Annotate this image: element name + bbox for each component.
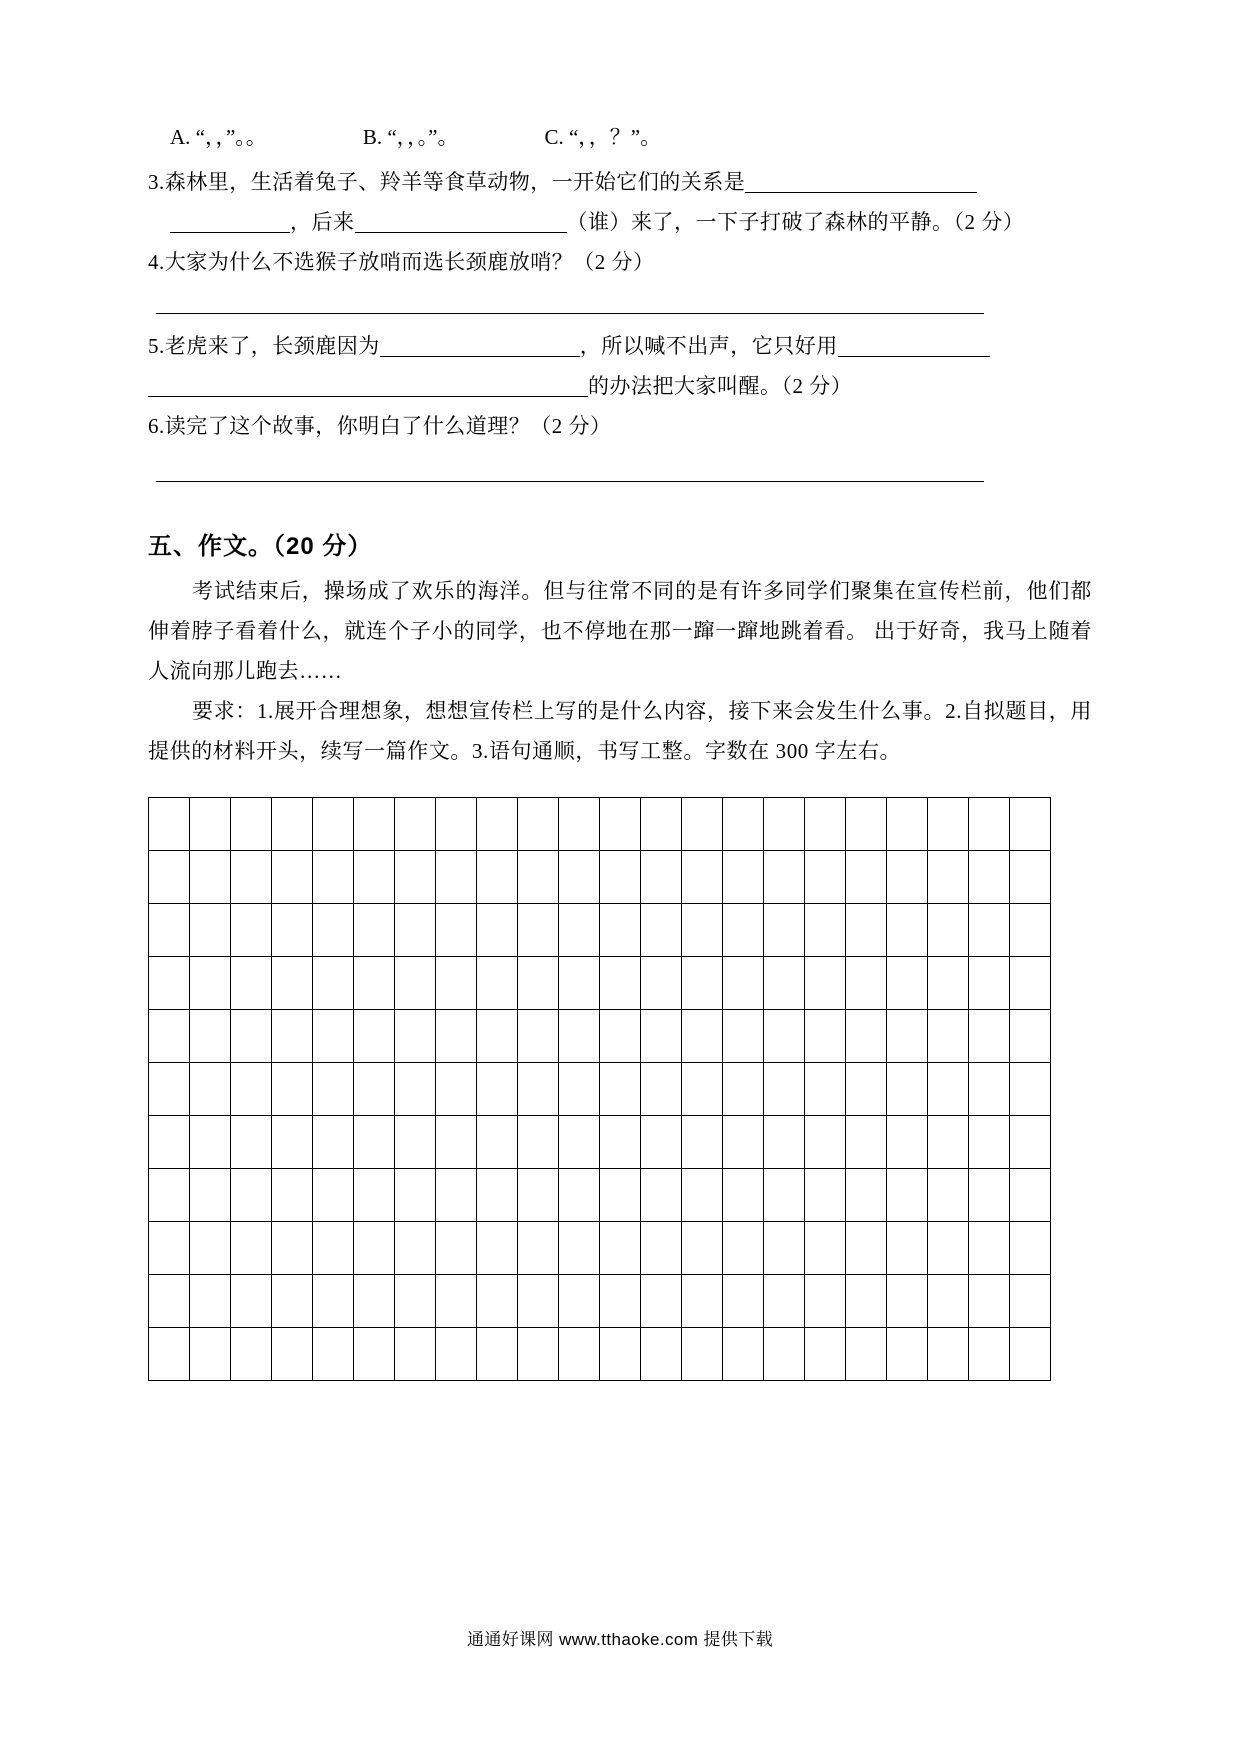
composition-grid-cell[interactable] (149, 1063, 190, 1116)
question-3 (148, 162, 1092, 242)
composition-grid-cell[interactable] (682, 1116, 723, 1169)
composition-grid-row (149, 957, 1051, 1010)
composition-grid-cell[interactable] (928, 1010, 969, 1063)
composition-grid-cell[interactable] (887, 798, 928, 851)
composition-grid-cell[interactable] (313, 1222, 354, 1275)
composition-grid-cell[interactable] (559, 1169, 600, 1222)
composition-grid-cell[interactable] (805, 1063, 846, 1116)
composition-grid-cell[interactable] (436, 1328, 477, 1381)
composition-grid-cell[interactable] (805, 1116, 846, 1169)
composition-grid-cell[interactable] (1010, 1063, 1051, 1116)
composition-grid-cell[interactable] (559, 1328, 600, 1381)
composition-grid-row (149, 1275, 1051, 1328)
composition-grid-cell[interactable] (969, 1116, 1010, 1169)
composition-grid-cell[interactable] (313, 1275, 354, 1328)
composition-grid-cell[interactable] (723, 1116, 764, 1169)
composition-grid-cell[interactable] (600, 957, 641, 1010)
composition-grid-cell[interactable] (1010, 904, 1051, 957)
composition-prompt-paragraph: 考试结束后，操场成了欢乐的海洋。但与往常不同的是有许多同学们聚集在宣传栏前，他们都伸着脖子看着什么，就连个子小的同学，也不停地在那一蹿一蹿地跳着看。 出于好奇，我马上随着人流向那儿跑去…… (148, 579, 1092, 683)
composition-grid-cell[interactable] (313, 851, 354, 904)
composition-grid-cell[interactable] (149, 1222, 190, 1275)
composition-grid-cell[interactable] (805, 1275, 846, 1328)
question-3-text-1: 3.森林里，生活着兔子、羚羊等食草动物，一开始它们的关系是 (148, 170, 746, 194)
composition-grid-cell[interactable] (436, 798, 477, 851)
composition-grid-cell[interactable] (272, 1010, 313, 1063)
composition-grid-cell[interactable] (764, 1275, 805, 1328)
composition-grid-table[interactable] (148, 797, 1051, 1381)
composition-grid-cell[interactable] (477, 1328, 518, 1381)
composition-grid-cell[interactable] (723, 1328, 764, 1381)
composition-grid-cell[interactable] (477, 1169, 518, 1222)
composition-grid-cell[interactable] (969, 1063, 1010, 1116)
composition-grid-cell[interactable] (477, 1275, 518, 1328)
composition-grid-cell[interactable] (928, 1222, 969, 1275)
answer-rule-line[interactable] (156, 480, 984, 482)
composition-grid-cell[interactable] (313, 1116, 354, 1169)
composition-grid[interactable] (148, 797, 1092, 1381)
composition-grid-cell[interactable] (723, 798, 764, 851)
composition-grid-cell[interactable] (231, 1328, 272, 1381)
composition-grid-cell[interactable] (682, 904, 723, 957)
composition-grid-cell[interactable] (928, 957, 969, 1010)
composition-grid-cell[interactable] (436, 1275, 477, 1328)
composition-grid-cell[interactable] (272, 1063, 313, 1116)
composition-grid-cell[interactable] (190, 904, 231, 957)
composition-grid-cell[interactable] (928, 851, 969, 904)
composition-grid-cell[interactable] (436, 1063, 477, 1116)
composition-grid-cell[interactable] (149, 904, 190, 957)
composition-grid-cell[interactable] (149, 1275, 190, 1328)
composition-grid-cell[interactable] (1010, 1275, 1051, 1328)
question-2-options (170, 120, 1092, 154)
composition-grid-cell[interactable] (518, 1222, 559, 1275)
composition-grid-cell[interactable] (969, 798, 1010, 851)
composition-grid-cell[interactable] (641, 798, 682, 851)
composition-grid-cell[interactable] (354, 798, 395, 851)
composition-grid-cell[interactable] (518, 1116, 559, 1169)
composition-grid-cell[interactable] (928, 1328, 969, 1381)
composition-grid-cell[interactable] (805, 798, 846, 851)
composition-grid-cell[interactable] (559, 957, 600, 1010)
composition-grid-cell[interactable] (395, 1275, 436, 1328)
composition-grid-cell[interactable] (477, 1222, 518, 1275)
composition-grid-cell[interactable] (436, 957, 477, 1010)
composition-grid-cell[interactable] (887, 851, 928, 904)
composition-grid-cell[interactable] (190, 851, 231, 904)
composition-grid-cell[interactable] (805, 1169, 846, 1222)
composition-grid-cell[interactable] (190, 798, 231, 851)
composition-grid-cell[interactable] (969, 1010, 1010, 1063)
composition-grid-cell[interactable] (395, 798, 436, 851)
composition-grid-cell[interactable] (190, 1169, 231, 1222)
composition-grid-cell[interactable] (846, 1063, 887, 1116)
composition-grid-row (149, 1222, 1051, 1275)
composition-grid-cell[interactable] (887, 1169, 928, 1222)
answer-blank[interactable] (148, 374, 588, 397)
composition-grid-cell[interactable] (641, 904, 682, 957)
composition-grid-cell[interactable] (354, 1328, 395, 1381)
question-3-text-2: ，后来 (290, 210, 355, 234)
composition-grid-cell[interactable] (354, 1116, 395, 1169)
composition-grid-cell[interactable] (559, 1275, 600, 1328)
composition-grid-cell[interactable] (969, 851, 1010, 904)
composition-grid-cell[interactable] (436, 851, 477, 904)
composition-grid-cell[interactable] (231, 1010, 272, 1063)
composition-grid-cell[interactable] (190, 957, 231, 1010)
question-3-text-3: （谁）来了，一下子打破了森林的平静。（2 分） (566, 210, 1025, 234)
composition-grid-cell[interactable] (600, 1275, 641, 1328)
composition-grid-cell[interactable] (190, 1328, 231, 1381)
composition-grid-cell[interactable] (149, 851, 190, 904)
composition-grid-row (149, 1063, 1051, 1116)
composition-grid-row (149, 851, 1051, 904)
composition-grid-cell[interactable] (354, 957, 395, 1010)
composition-grid-cell[interactable] (190, 1275, 231, 1328)
composition-grid-cell[interactable] (641, 1010, 682, 1063)
composition-grid-cell[interactable] (846, 957, 887, 1010)
composition-grid-cell[interactable] (190, 1116, 231, 1169)
question-3-line-1 (148, 162, 1092, 202)
composition-grid-cell[interactable] (764, 798, 805, 851)
composition-grid-cell[interactable] (477, 851, 518, 904)
composition-grid-cell[interactable] (764, 1116, 805, 1169)
composition-grid-cell[interactable] (354, 1169, 395, 1222)
section-heading-composition: 五、作文。（20 分） (148, 533, 373, 560)
composition-grid-cell[interactable] (723, 1222, 764, 1275)
composition-grid-cell[interactable] (682, 1275, 723, 1328)
composition-grid-cell[interactable] (928, 1169, 969, 1222)
composition-requirements-paragraph: 要求：1.展开合理想象，想想宣传栏上写的是什么内容，接下来会发生什么事。2.自拟题目，用提供的材料开头，续写一篇作文。3.语句通顺，书写工整。字数在 300 字左右。 (148, 699, 1092, 763)
composition-grid-cell[interactable] (231, 1063, 272, 1116)
composition-grid-cell[interactable] (969, 1222, 1010, 1275)
composition-grid-cell[interactable] (641, 1116, 682, 1169)
composition-grid-cell[interactable] (477, 957, 518, 1010)
answer-blank[interactable] (745, 170, 977, 193)
composition-grid-cell[interactable] (395, 904, 436, 957)
composition-grid-cell[interactable] (682, 798, 723, 851)
composition-grid-cell[interactable] (518, 798, 559, 851)
composition-grid-cell[interactable] (764, 1063, 805, 1116)
composition-grid-cell[interactable] (928, 904, 969, 957)
composition-grid-cell[interactable] (313, 798, 354, 851)
composition-grid-cell[interactable] (395, 851, 436, 904)
answer-blank[interactable] (838, 334, 990, 357)
composition-grid-cell[interactable] (518, 1169, 559, 1222)
question-5-text-1: 5.老虎来了，长颈鹿因为 (148, 334, 380, 358)
composition-grid-cell[interactable] (887, 904, 928, 957)
composition-grid-cell[interactable] (149, 957, 190, 1010)
composition-grid-cell[interactable] (600, 1222, 641, 1275)
composition-grid-cell[interactable] (641, 1222, 682, 1275)
composition-grid-cell[interactable] (272, 1222, 313, 1275)
composition-grid-cell[interactable] (1010, 798, 1051, 851)
composition-grid-cell[interactable] (272, 798, 313, 851)
composition-grid-row (149, 1169, 1051, 1222)
composition-grid-cell[interactable] (272, 904, 313, 957)
answer-blank[interactable] (170, 210, 290, 233)
composition-grid-cell[interactable] (436, 1169, 477, 1222)
composition-grid-cell[interactable] (559, 1010, 600, 1063)
composition-grid-cell[interactable] (846, 1328, 887, 1381)
option-c: C. “，，？”。 (544, 125, 662, 149)
composition-grid-cell[interactable] (600, 1116, 641, 1169)
composition-grid-cell[interactable] (559, 1222, 600, 1275)
composition-grid-cell[interactable] (272, 1116, 313, 1169)
composition-grid-cell[interactable] (518, 957, 559, 1010)
composition-grid-cell[interactable] (231, 1169, 272, 1222)
composition-grid-cell[interactable] (805, 1328, 846, 1381)
composition-grid-cell[interactable] (641, 1275, 682, 1328)
footer-watermark: 通通好课网 www.tthaoke.com 提供下载 (466, 1630, 774, 1649)
composition-grid-cell[interactable] (887, 1116, 928, 1169)
composition-grid-cell[interactable] (846, 1275, 887, 1328)
composition-grid-cell[interactable] (723, 904, 764, 957)
composition-grid-cell[interactable] (641, 1063, 682, 1116)
composition-grid-cell[interactable] (682, 1063, 723, 1116)
composition-grid-cell[interactable] (354, 904, 395, 957)
composition-grid-cell[interactable] (887, 1063, 928, 1116)
composition-grid-cell[interactable] (764, 904, 805, 957)
composition-grid-cell[interactable] (354, 1063, 395, 1116)
composition-grid-cell[interactable] (272, 1275, 313, 1328)
composition-grid-cell[interactable] (764, 1328, 805, 1381)
composition-grid-cell[interactable] (723, 1063, 764, 1116)
composition-grid-cell[interactable] (436, 904, 477, 957)
composition-grid-cell[interactable] (149, 1010, 190, 1063)
composition-grid-cell[interactable] (559, 851, 600, 904)
question-5-text-2: ，所以喊不出声，它只好用 (579, 334, 838, 358)
composition-grid-cell[interactable] (600, 1328, 641, 1381)
composition-grid-cell[interactable] (887, 957, 928, 1010)
composition-grid-cell[interactable] (313, 1010, 354, 1063)
composition-grid-cell[interactable] (272, 957, 313, 1010)
composition-grid-cell[interactable] (682, 851, 723, 904)
composition-grid-row (149, 904, 1051, 957)
composition-grid-cell[interactable] (190, 1010, 231, 1063)
composition-grid-cell[interactable] (477, 798, 518, 851)
composition-grid-cell[interactable] (518, 1010, 559, 1063)
composition-grid-cell[interactable] (969, 1169, 1010, 1222)
composition-grid-cell[interactable] (887, 1328, 928, 1381)
composition-grid-cell[interactable] (395, 1116, 436, 1169)
composition-grid-cell[interactable] (313, 957, 354, 1010)
composition-grid-cell[interactable] (518, 904, 559, 957)
composition-grid-cell[interactable] (805, 1010, 846, 1063)
composition-grid-cell[interactable] (1010, 1116, 1051, 1169)
composition-grid-cell[interactable] (846, 904, 887, 957)
composition-grid-cell[interactable] (477, 1116, 518, 1169)
composition-grid-cell[interactable] (928, 1275, 969, 1328)
question-6 (148, 406, 1092, 482)
composition-grid-cell[interactable] (477, 904, 518, 957)
composition-grid-cell[interactable] (928, 798, 969, 851)
question-5-text-3: 的办法把大家叫醒。（2 分） (588, 374, 853, 398)
composition-grid-cell[interactable] (682, 1222, 723, 1275)
composition-grid-cell[interactable] (149, 1116, 190, 1169)
composition-grid-cell[interactable] (354, 1275, 395, 1328)
answer-blank[interactable] (380, 334, 580, 357)
question-6-text: 6.读完了这个故事，你明白了什么道理？（2 分） (148, 414, 612, 438)
composition-grid-cell[interactable] (723, 957, 764, 1010)
composition-grid-cell[interactable] (641, 1328, 682, 1381)
question-5-line-2 (148, 366, 1092, 406)
composition-grid-cell[interactable] (477, 1010, 518, 1063)
composition-grid-cell[interactable] (559, 798, 600, 851)
composition-grid-cell[interactable] (518, 851, 559, 904)
composition-grid-cell[interactable] (477, 1063, 518, 1116)
composition-grid-cell[interactable] (723, 1275, 764, 1328)
composition-grid-cell[interactable] (805, 904, 846, 957)
composition-grid-cell[interactable] (231, 1222, 272, 1275)
composition-grid-cell[interactable] (682, 1010, 723, 1063)
composition-grid-cell[interactable] (436, 1222, 477, 1275)
composition-grid-cell[interactable] (641, 851, 682, 904)
composition-grid-cell[interactable] (231, 1116, 272, 1169)
composition-grid-cell[interactable] (1010, 851, 1051, 904)
composition-grid-cell[interactable] (805, 851, 846, 904)
composition-grid-cell[interactable] (846, 798, 887, 851)
composition-grid-cell[interactable] (395, 1063, 436, 1116)
composition-grid-cell[interactable] (805, 1222, 846, 1275)
composition-grid-cell[interactable] (600, 1010, 641, 1063)
composition-grid-cell[interactable] (928, 1116, 969, 1169)
composition-grid-cell[interactable] (149, 798, 190, 851)
composition-grid-cell[interactable] (313, 904, 354, 957)
composition-grid-cell[interactable] (969, 1275, 1010, 1328)
composition-grid-cell[interactable] (272, 1169, 313, 1222)
composition-grid-row (149, 798, 1051, 851)
composition-grid-cell[interactable] (887, 1010, 928, 1063)
answer-rule-line[interactable] (156, 312, 984, 314)
composition-grid-cell[interactable] (395, 1010, 436, 1063)
composition-grid-row (149, 1116, 1051, 1169)
composition-grid-cell[interactable] (436, 1010, 477, 1063)
composition-grid-cell[interactable] (518, 1275, 559, 1328)
composition-grid-cell[interactable] (846, 1222, 887, 1275)
composition-grid-cell[interactable] (395, 957, 436, 1010)
composition-grid-cell[interactable] (600, 851, 641, 904)
composition-grid-cell[interactable] (354, 1222, 395, 1275)
composition-grid-cell[interactable] (231, 851, 272, 904)
composition-grid-cell[interactable] (272, 1328, 313, 1381)
composition-grid-cell[interactable] (764, 1010, 805, 1063)
question-4-text: 4.大家为什么不选猴子放哨而选长颈鹿放哨？（2 分） (148, 250, 655, 274)
option-a: A. “，，”。。 (170, 125, 267, 149)
composition-grid-cell[interactable] (559, 904, 600, 957)
composition-grid-cell[interactable] (1010, 1169, 1051, 1222)
composition-grid-cell[interactable] (190, 1222, 231, 1275)
composition-grid-cell[interactable] (313, 1328, 354, 1381)
composition-grid-cell[interactable] (600, 1063, 641, 1116)
composition-grid-cell[interactable] (682, 1328, 723, 1381)
composition-grid-cell[interactable] (395, 1328, 436, 1381)
composition-grid-cell[interactable] (969, 957, 1010, 1010)
composition-grid-cell[interactable] (682, 957, 723, 1010)
composition-grid-cell[interactable] (723, 851, 764, 904)
composition-grid-cell[interactable] (887, 1222, 928, 1275)
composition-grid-row (149, 1010, 1051, 1063)
composition-grid-cell[interactable] (559, 1116, 600, 1169)
composition-grid-cell[interactable] (928, 1063, 969, 1116)
composition-grid-cell[interactable] (313, 1169, 354, 1222)
composition-grid-cell[interactable] (600, 904, 641, 957)
question-3-line-2 (170, 202, 1092, 242)
question-5 (148, 326, 1092, 406)
composition-grid-cell[interactable] (1010, 1222, 1051, 1275)
composition-grid-cell[interactable] (846, 1010, 887, 1063)
composition-grid-cell[interactable] (354, 851, 395, 904)
composition-grid-cell[interactable] (600, 1169, 641, 1222)
composition-grid-cell[interactable] (641, 1169, 682, 1222)
composition-grid-cell[interactable] (231, 904, 272, 957)
composition-grid-cell[interactable] (846, 1169, 887, 1222)
composition-grid-cell[interactable] (518, 1328, 559, 1381)
composition-grid-cell[interactable] (149, 1169, 190, 1222)
composition-grid-cell[interactable] (1010, 1328, 1051, 1381)
composition-grid-cell[interactable] (231, 1275, 272, 1328)
composition-grid-cell[interactable] (231, 957, 272, 1010)
composition-grid-cell[interactable] (149, 1328, 190, 1381)
composition-grid-cell[interactable] (518, 1063, 559, 1116)
composition-grid-cell[interactable] (436, 1116, 477, 1169)
composition-grid-cell[interactable] (969, 904, 1010, 957)
composition-grid-cell[interactable] (1010, 1010, 1051, 1063)
composition-grid-cell[interactable] (1010, 957, 1051, 1010)
composition-grid-cell[interactable] (764, 1222, 805, 1275)
composition-grid-cell[interactable] (723, 1169, 764, 1222)
question-4 (148, 242, 1092, 314)
composition-grid-cell[interactable] (600, 798, 641, 851)
composition-grid-cell[interactable] (641, 957, 682, 1010)
option-b: B. “，，。”。 (362, 125, 459, 149)
composition-grid-cell[interactable] (559, 1063, 600, 1116)
composition-grid-cell[interactable] (354, 1010, 395, 1063)
composition-grid-cell[interactable] (395, 1169, 436, 1222)
composition-grid-cell[interactable] (764, 1169, 805, 1222)
composition-grid-cell[interactable] (682, 1169, 723, 1222)
composition-grid-cell[interactable] (272, 851, 313, 904)
composition-grid-cell[interactable] (231, 798, 272, 851)
composition-grid-cell[interactable] (764, 851, 805, 904)
composition-grid-cell[interactable] (805, 957, 846, 1010)
question-5-line-1 (148, 326, 1092, 366)
composition-grid-cell[interactable] (846, 1116, 887, 1169)
composition-grid-cell[interactable] (887, 1275, 928, 1328)
composition-grid-cell[interactable] (395, 1222, 436, 1275)
composition-grid-cell[interactable] (723, 1010, 764, 1063)
composition-grid-cell[interactable] (313, 1063, 354, 1116)
composition-grid-cell[interactable] (846, 851, 887, 904)
composition-grid-cell[interactable] (764, 957, 805, 1010)
composition-grid-row (149, 1328, 1051, 1381)
composition-grid-cell[interactable] (969, 1328, 1010, 1381)
composition-grid-cell[interactable] (190, 1063, 231, 1116)
answer-blank[interactable] (355, 210, 567, 233)
